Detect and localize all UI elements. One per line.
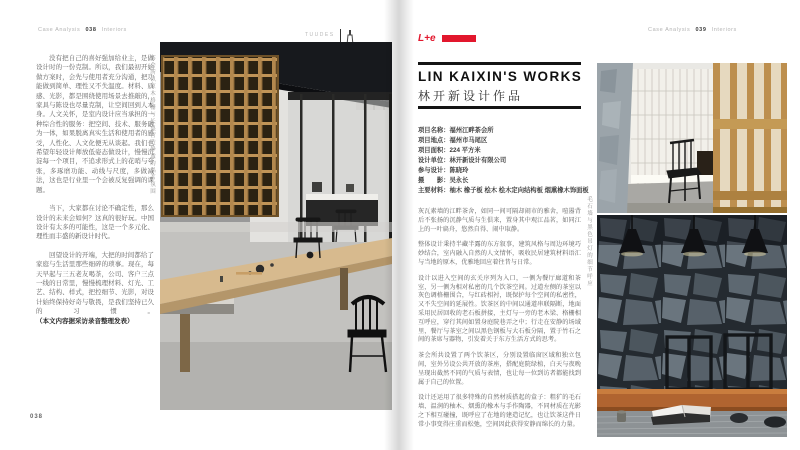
stone-wall-photo-illustration — [597, 215, 787, 437]
article-title-en: LIN KAIXIN'S WORKS — [418, 69, 583, 84]
title-rule-top — [418, 62, 581, 65]
article-title-cn: 林开新设计作品 — [418, 89, 524, 103]
project-info-list — [418, 126, 589, 196]
project-info-row — [418, 126, 586, 136]
left-article-text — [36, 54, 154, 335]
right-running-head-post: Interiors — [711, 27, 737, 33]
stone-wall-photo — [597, 215, 787, 437]
project-info-row — [418, 166, 586, 176]
info-label: 主要材料： — [418, 187, 450, 194]
right-paragraph: 整体设计秉持半藏半露的东方叙事，建筑风格与周边环境巧妙结合，室内融入自然的人文情怀，吸收民居建筑材料语汇与当地的原木，优雅地回应着往昔与日常。 — [418, 241, 581, 266]
info-value: 陈晓玲 — [449, 167, 469, 174]
shoji-room-photo-illustration — [597, 63, 787, 213]
title-rule-bottom — [418, 106, 581, 109]
info-label: 项目面积： — [418, 147, 450, 154]
info-value: 林开新设计有限公司 — [449, 157, 507, 164]
left-paragraph: 没有把自己的喜好强加给业主，是做设计时的一份克制。所以，我们最初开始做方案时，会先与使用者充分沟通，把功能做到简单、理性又不失温度。材料、质感、光影，都是围绕使用场景去推敲的，家具与陈设也尽量克制，让空间回到人本身。人文关怀，是室内设计应当承担的一种综合性的服务：把空间、技术、服务融为一体，如果脱离真实生活和使用者的感受，人性化、人文化便无从谈起。我们也希望年轻设计师放低姿态做设计，慢慢沉淀每一个项目，不追求形式上的花哨与夸张，多琢磨功能、动线与尺度，多做减法，这也是行业里一个会被反复强调的课题。 — [36, 55, 154, 194]
right-photo-caption: 毛石墙与黑色吊灯的细节呼应 — [586, 196, 592, 287]
right-article-text — [418, 208, 581, 437]
tearoom-photo — [160, 42, 392, 410]
left-paragraph-text: 回望设计的开端，大把的时间都给了家庭与生活里那些细碎的琐事。现在，每天早起与三五老友喝茶，公司、客户三点一线的日常里，慢慢梳理材料、灯光、工艺、结构、样式，把控细节、光影，对设计始终保持好奇与敬畏，是我们坚持已久的习惯。 — [36, 251, 154, 316]
left-paragraph: 当下，大家都在讨论不确定性，那么设计的未来会如何？这真的很好玩。中国设计有太多的可能性，这是一个多元化、理性而丰盛的新设计时代。 — [36, 205, 154, 241]
info-label: 设计单位： — [418, 157, 450, 164]
page-number: 038 — [30, 414, 44, 420]
project-info-row — [418, 136, 586, 146]
brand-logo-bar — [442, 35, 476, 42]
project-info-row — [418, 186, 589, 196]
brand-logo-text: L+e — [418, 33, 436, 44]
info-value: 吴永长 — [449, 177, 469, 184]
right-running-head-pre: Case Analysis — [648, 27, 691, 33]
project-info-row — [418, 146, 586, 156]
info-label: 摄 影： — [418, 177, 450, 184]
left-photo-caption: 茶会所以原木格栅与长桌营造静谧的品茗氛围 — [149, 55, 155, 195]
info-value: 福州江畔茶会所 — [449, 127, 494, 134]
left-running-head-pre: Case Analysis — [38, 27, 81, 33]
left-running-head — [38, 27, 127, 33]
right-paragraph: 设计还运用了很多特殊的自然材质搭起的盒子：粗犷的毛石墙、温润的柚木、烟熏的橡木与手作陶器，不同材质在光影之下相互碰撞，既呼应了在地的建造记忆，也让饮茶这件日常小事变得庄重而松弛，空间因此获得安静而绵长的力量。 — [418, 394, 581, 428]
project-info-row — [418, 176, 586, 186]
left-running-head-number: 038 — [85, 27, 97, 33]
right-running-head — [648, 27, 737, 33]
project-info-row — [418, 156, 586, 166]
info-value: 福州市马尾区 — [449, 137, 488, 144]
info-value: 柚木 橡子板 桧木 桧木定向结构板 烟熏橡木饰面板 — [449, 187, 589, 194]
right-running-head-number: 039 — [695, 27, 707, 33]
right-paragraph: 设计以进入空间的玄关序列为入口，一侧为餐厅廊道和茶室，另一侧为相对私密的几个饮茶空间。过道左侧的茶室以灰色调格栅围合，与红砖相衬，既保护每个空间的私密性，又不失空间的延展性。饮茶区的中间以通道串联隔断，地面采用民居回收的老石板拼接，主灯与一旁的老木梁、格栅相互呼应，穿行其间如置身庭院巷弄之中；行走在安静的场域里，餐厅与茶室之间以黑色钢板与大石板分隔，置于竹石之间的茶席与器物，引发着关于东方生活方式的思考。 — [418, 274, 581, 344]
section-mark-label: TUUDES — [305, 32, 335, 38]
left-running-head-post: Interiors — [101, 27, 127, 33]
right-paragraph: 茶会所共设置了两个饮茶区，分别设置临窗区域和独立包间，室外另设公共开放的茶座，搭配庭院绿植，白天与夜晚呈现出截然不同的气质与表情，也让每一位到访者都能找到属于自己的位置。 — [418, 352, 581, 386]
tearoom-photo-illustration — [160, 42, 392, 410]
editorial-note: （本文内容据采访录音整理发表） — [36, 317, 134, 325]
left-paragraph — [36, 251, 154, 326]
info-value: 224 平方米 — [449, 147, 481, 154]
info-label: 项目地点： — [418, 137, 450, 144]
brand-logo — [418, 33, 476, 44]
info-label: 项目名称： — [418, 127, 450, 134]
shoji-room-photo — [597, 63, 787, 213]
right-paragraph: 灰瓦素墙的江畔茶舍，如同一间可隔却闹市的雅舍，喧嚣背后不张扬的沉静气质与生俱来，置身其中观江品茗，如同江上的一叶扁舟，悠然自得、闹中取静。 — [418, 208, 581, 233]
info-label: 参与设计： — [418, 167, 450, 174]
